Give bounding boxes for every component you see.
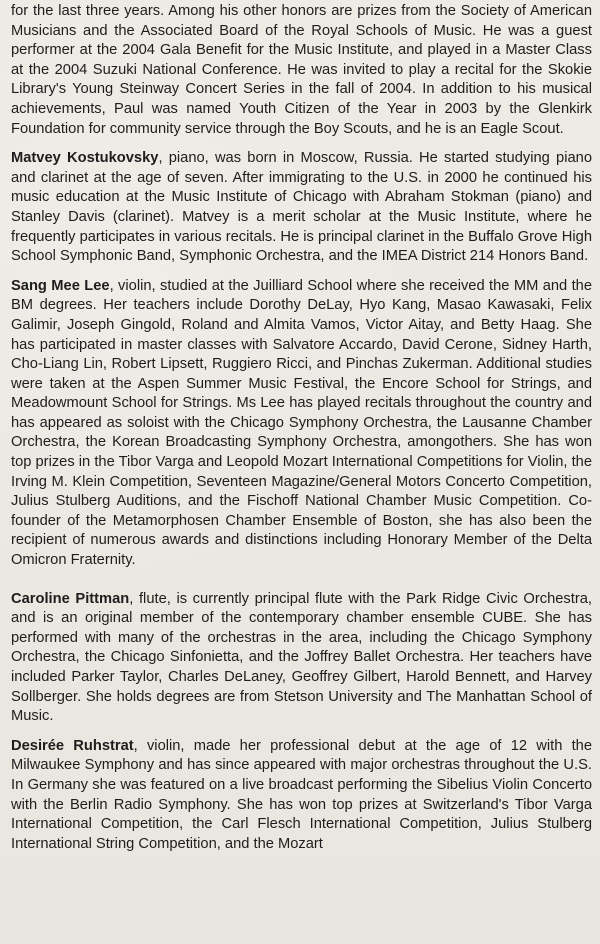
bio-text: , violin, made her professional debut at the age of 12 with the Milwaukee Symphony and has since appeared with major orchestras throughout the U.S. In Germany she was featured on a live broadcast performing the Sibelius Violin Concerto with the Berlin Radio Symphony. She has won top prizes at Switzerland's Tibor Varga International Competition, the Carl Flesch International Competition, Julius Stulberg International String Competition, and the Mozart (11, 737, 592, 852)
bio-paragraph-matvey-kostukovsky (11, 149, 592, 267)
bio-text: , piano, was born in Moscow, Russia. He started studying piano and clarinet at the age of seven. After immigrating to the U.S. in 2000 he continued his music education at the Music Institute of Chicago with Abraham Stokman (piano) and Stanley Davis (clarinet). Matvey is a merit scholar at the Music Institute, where he frequently participates in various recitals. He is principal clarinet in the Buffalo Grove High School Symphonic Band, Symphonic Orchestra, and the IMEA District 214 Honors Band. (11, 150, 592, 265)
bio-paragraph-sang-mee-lee (11, 277, 592, 571)
performer-name: Matvey Kostukovsky (11, 150, 159, 167)
bio-paragraph-continued (11, 2, 592, 139)
performer-name: Sang Mee Lee (11, 277, 110, 294)
bio-text: , violin, studied at the Juilliard School where she received the MM and the BM degrees. Her teachers include Dorothy DeLay, Hyo Kang, Masao Kawasaki, Felix Galimir, Joseph Gingold, Roland and Almita Vamos, Victor Aitay, and Betty Haag. She has participated in master classes with Salvatore Accardo, David Cerone, Sidney Harth, Cho-Liang Lin, Robert Lipsett, Ruggiero Ricci, and Pinchas Zukerman. Additional studies were taken at the Aspen Summer Music Festival, the Encore School for Strings, and Meadowmount School for Strings. Ms Lee has played recitals throughout the country and has appeared as soloist with the Chicago Symphony Orchestra, the Lausanne Chamber Orchestra, the Korean Broadcasting Symphony Orchestra, amongothers. She has won top prizes in the Tibor Varga and Leopold Mozart International Competitions for Violin, the Irving M. Klein Competition, Seventeen Magazine/General Motors Concerto Competition, Julius Stulberg Auditions, and the Fischoff National Chamber Music Competition. Co-founder of the Metamorphosen Chamber Ensemble of Boston, she has also been the recipient of numerous awards and distinctions including Honorary Member of the Delta Omicron Fraternity. (11, 277, 593, 569)
performer-name: Caroline Pittman (11, 590, 130, 607)
bio-text: for the last three years. Among his other honors are prizes from the Society of American Musicians and the Associated Board of the Royal Schools of Music. He was a guest performer at the 2004 Gala Benefit for the Music Institute, and played in a Master Class at the 2004 Suzuki National Conference. He was invited to play a recital for the Skokie Library's Young Steinway Concert Series in the fall of 2004. In addition to his musical achievements, Paul was named Youth Citizen of the Year in 2003 by the Glenkirk Foundation for community service through the Boy Scouts, and he is an Eagle Scout. (11, 3, 592, 137)
bio-paragraph-desiree-ruhstrat (11, 737, 592, 855)
performer-name: Desirée Ruhstrat (11, 737, 134, 754)
bio-paragraph-caroline-pittman (11, 590, 592, 727)
bio-text: , flute, is currently principal flute with the Park Ridge Civic Orchestra, and is an original member of the contemporary chamber ensemble CUBE. She has performed with many of the orchestras in the area, including the Chicago Symphony Orchestra, the Chicago Sinfonietta, and the Joffrey Ballet Orchestra. Her teachers have included Parker Taylor, Charles DeLaney, Geoffrey Gilbert, Harold Bennett, and Harvey Sollberger. She holds degrees are from Stetson University and The Manhattan School of Music. (11, 590, 592, 725)
